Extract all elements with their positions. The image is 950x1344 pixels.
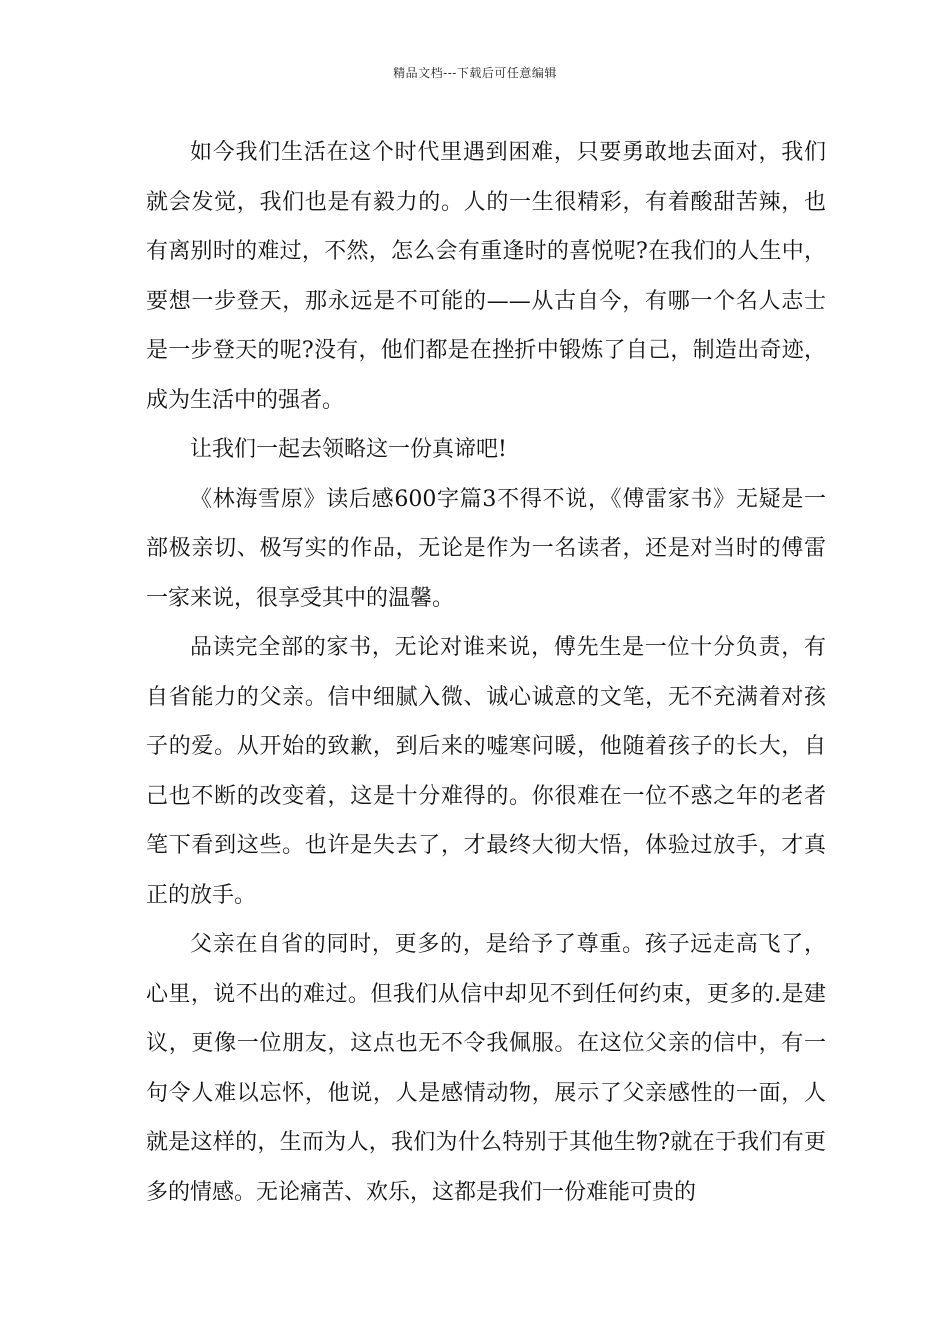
paragraph-1: 如今我们生活在这个时代里遇到困难，只要勇敢地去面对，我们就会发觉，我们也是有毅力的。人的一生很精彩，有着酸甜苦辣，也有离别时的难过，不然，怎么会有重逢时的喜悦呢?在我们的人生中，要想一步登天，那永远是不可能的——从古自今，有哪一个名人志士是一步登天的呢?没有，他们都是在挫折中锻炼了自己，制造出奇迹，成为生活中的强者。 xyxy=(146,140,826,413)
document-body xyxy=(146,128,826,1217)
paragraph-3: 《林海雪原》读后感600字篇3不得不说，《傅雷家书》无疑是一部极亲切、极写实的作品，无论是作为一名读者，还是对当时的傅雷一家来说，很享受其中的温馨。 xyxy=(146,486,826,611)
page-header: 精品文档---下载后可任意编辑 xyxy=(393,66,557,80)
paragraph-5: 父亲在自省的同时，更多的，是给予了尊重。孩子远走高飞了，心里，说不出的难过。但我们从信中却见不到任何约束，更多的.是建议，更像一位朋友，这点也无不令我佩服。在这位父亲的信中，有一句令人难以忘怀，他说，人是感情动物，展示了父亲感性的一面，人就是这样的，生而为人，我们为什么特别于其他生物?就在于我们有更多的情感。无论痛苦、欢乐，这都是我们一份难能可贵的 xyxy=(146,932,826,1205)
paragraph-2: 让我们一起去领略这一份真谛吧! xyxy=(190,437,507,462)
paragraph-4: 品读完全部的家书，无论对谁来说，傅先生是一位十分负责，有自省能力的父亲。信中细腻入微、诚心诚意的文笔，无不充满着对孩子的爱。从开始的致歉，到后来的嘘寒问暖，他随着孩子的长大，自己也不断的改变着，这是十分难得的。你很难在一位不惑之年的老者笔下看到这些。也许是失去了，才最终大彻大悟，体验过放手，才真正的放手。 xyxy=(146,635,826,908)
